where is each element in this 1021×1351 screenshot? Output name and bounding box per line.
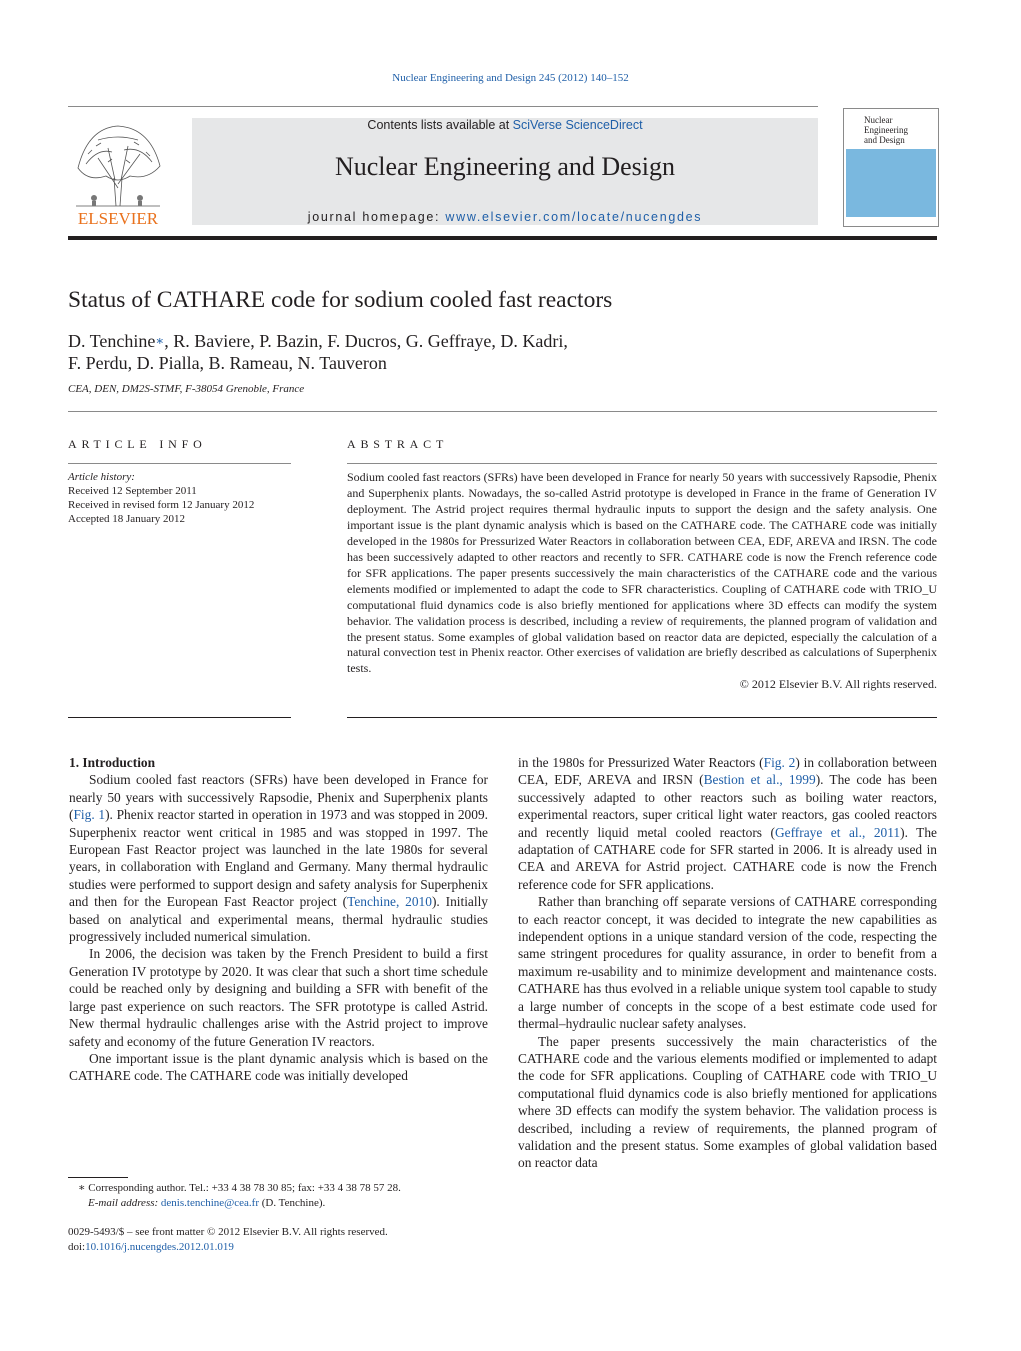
text-run: ). Initially based on analytical and experimental means, thermal hydraulic studies progressively included numerical simulation. [69, 894, 489, 945]
copyright-notice: © 2012 Elsevier B.V. All rights reserved. [739, 677, 937, 692]
corresponding-author-note [68, 1181, 488, 1196]
cover-title-line1: Nuclear Engineering [864, 115, 908, 135]
article-title: Status of CATHARE code for sodium cooled fast reactors [68, 287, 613, 313]
article-info-heading: ARTICLE INFO [68, 437, 207, 451]
contents-line [192, 118, 818, 132]
received-date: Received 12 September 2011 [68, 485, 197, 497]
reference-tenchine-2010-link[interactable]: Tenchine, 2010 [347, 894, 432, 910]
text-run: ). The code has been successively adapted to other reactors such as boiling water reactors, experimental reactors, super critical light water reactors, gas cooled reactors and recently liquid metal cooled reactors ( [518, 772, 938, 840]
doi-label: doi: [68, 1241, 86, 1253]
article-history [68, 470, 291, 526]
doi-link[interactable]: 10.1016/j.nucengdes.2012.01.019 [85, 1241, 234, 1253]
journal-title: Nuclear Engineering and Design [334, 152, 676, 181]
homepage-prefix: journal homepage: [307, 210, 446, 224]
abstract-body [347, 470, 937, 693]
email-label: E-mail address: [88, 1197, 159, 1209]
footnote [68, 1181, 488, 1211]
email-suffix: (D. Tenchine). [259, 1197, 326, 1209]
text-run: in the 1980s for Pressurized Water Reactors ( [518, 755, 764, 770]
contents-prefix: Contents lists available at [367, 118, 513, 132]
reference-bestion-1999-link[interactable]: Bestion et al., 1999 [703, 772, 816, 788]
author-tenchine: D. Tenchine [68, 331, 156, 351]
email-line [68, 1196, 488, 1211]
body-column-right [518, 754, 937, 1172]
section-heading-introduction: 1. Introduction [69, 755, 156, 770]
homepage-link[interactable]: www.elsevier.com/locate/nucengdes [445, 210, 703, 224]
article-info-bottom-rule [68, 717, 291, 718]
cover-title [864, 115, 938, 145]
sciencedirect-link[interactable]: SciVerse ScienceDirect [512, 118, 643, 132]
homepage-line [192, 210, 818, 224]
authors-line2: F. Perdu, D. Pialla, B. Rameau, N. Tauveron [68, 353, 387, 373]
text-run: Sodium cooled fast reactors (SFRs) have been developed in France for nearly 50 years with successively Rapsodie, Phenix and Superphenix plants ( [69, 772, 488, 823]
journal-citation[interactable]: Nuclear Engineering and Design 245 (2012) 140–152 [392, 72, 629, 84]
accepted-date: Accepted 18 January 2012 [68, 513, 185, 525]
footnote-star: ∗ [78, 1182, 86, 1194]
issn-line: 0029-5493/$ – see front matter © 2012 Elsevier B.V. All rights reserved. [68, 1226, 388, 1238]
abstract-rule [347, 463, 937, 464]
history-label: Article history: [68, 471, 135, 483]
paragraph: Rather than branching off separate versions of CATHARE corresponding to each reactor concept, it was decided to integrate the new capabilities as independent options in a unique standard version of the code, respecting the same stringent procedures for quality assurance, in order to benefit from a maximum re-usability and to minimize development and maintenance costs. CATHARE has thus evolved in a reliable unique system tool capable to study a large number of concepts in the scope of a best estimate code used for thermal–hydraulic nuclear safety analyses. [518, 894, 937, 1032]
journal-banner [192, 118, 818, 225]
figure-1-link[interactable]: Fig. 1 [73, 807, 106, 823]
authors-line1-rest: , R. Baviere, P. Bazin, F. Ducros, G. Geffraye, D. Kadri, [164, 331, 568, 351]
cover-title-line2: and Design [864, 135, 905, 145]
abstract-bottom-rule [347, 717, 937, 718]
figure-2-link[interactable]: Fig. 2 [763, 755, 796, 770]
body-column-left [69, 754, 488, 1085]
elsevier-tree-icon [68, 118, 168, 228]
abstract-heading: ABSTRACT [347, 437, 449, 451]
article-info-rule [68, 463, 291, 464]
elsevier-logo[interactable] [68, 118, 168, 228]
footnote-rule [68, 1177, 128, 1178]
title-divider [68, 411, 937, 412]
paragraph [518, 754, 937, 893]
affiliation: CEA, DEN, DM2S-STMF, F-38054 Grenoble, France [68, 383, 305, 395]
text-run: ). Phenix reactor started in operation in 1973 and was stopped in 2009. Superphenix reactor went critical in 1985 and was stopped in 1997. The European Fast Reactor project was launched in the late 1980s for several years, in collaboration with England and Germany. Many thermal hydraulic studies were performed to support design and safety analysis for Superphenix and then for the European Fast Reactor project ( [69, 807, 488, 910]
front-matter-footer [68, 1225, 488, 1255]
email-link[interactable]: denis.tenchine@cea.fr [160, 1197, 260, 1209]
elsevier-wordmark: ELSEVIER [77, 209, 159, 228]
reference-geffraye-2011-link[interactable]: Geffraye et al., 2011 [774, 824, 901, 840]
doi-line [68, 1240, 488, 1255]
revised-date: Received in revised form 12 January 2012 [68, 499, 255, 511]
text-run: ). The adaptation of CATHARE code for SFR started in 2006. It is already used in CEA and AREVA for Astrid project. CATHARE code is now the French reference code for SFR applications. [518, 824, 937, 892]
paragraph: In 2006, the decision was taken by the French President to build a first Generation IV prototype by 2020. It was clear that such a short time schedule could be reached only by designing and building a SFR with benefit of the large past experience on such reactors. The SFR prototype is called Astrid. New thermal hydraulic challenges arise with the Astrid project to improve safety and economy of the future Generation IV reactors. [69, 946, 488, 1049]
paragraph [69, 771, 488, 945]
abstract-text: Sodium cooled fast reactors (SFRs) have been developed in France for nearly 50 years with successively Rapsodie, Phenix and Superphenix plants. Nowadays, the so-called Astrid prototype is developed in France in the frame of Generation IV deployment. The Astrid project requires thermal hydraulic inputs to support the design and the safety analysis. One important issue is the plant dynamic analysis which is based on the CATHARE code. The CATHARE code was initially developed in the 1980s for Pressurized Water Reactors in collaboration between CEA, EDF, AREVA and IRSN. The code has been successively adapted to other reactors and recently to SFR. CATHARE code is now the French reference code for SFR applications. The paper presents successively the main characteristics of the CATHARE code and the various elements modified or implemented to adapt the code to SFR characteristics. Coupling of CATHARE code with TRIO_U computational fluid dynamics code is also briefly mentioned for applications where 3D effects can modify the system behavior. The validation process is described, including a review of requirements, the planned program of validation and the present status. Some examples of global validation based on reactor data are depicted, especially the calculation of a natural convection test in Phenix reactor. Other exercises of validation are briefly described as calculations of Superphenix tests. [347, 470, 937, 676]
cover-image [846, 149, 936, 217]
corresponding-author-marker[interactable]: ∗ [155, 333, 165, 348]
contact-details: Corresponding author. Tel.: +33 4 38 78 30 85; fax: +33 4 38 78 57 28. [85, 1182, 401, 1194]
text-run: ) in collaboration between CEA, EDF, AREVA and IRSN ( [518, 755, 937, 788]
paragraph: One important issue is the plant dynamic analysis which is based on the CATHARE code. The CATHARE code was initially developed [69, 1050, 488, 1084]
author-list [68, 330, 568, 374]
header-divider [68, 106, 818, 107]
journal-cover-thumbnail[interactable] [843, 108, 939, 227]
header-thick-rule [68, 236, 937, 240]
paragraph: The paper presents successively the main characteristics of the CATHARE code and the various elements modified or implemented to adapt the code for SFR applications. Coupling of CATHARE code with TRIO_U computational fluid dynamics code is also briefly mentioned for applications where 3D effects can modify the system behavior. The validation process is described, including a review of requirements, the planned program of validation and the present status. Some examples of global validation based on reactor data [518, 1033, 937, 1171]
